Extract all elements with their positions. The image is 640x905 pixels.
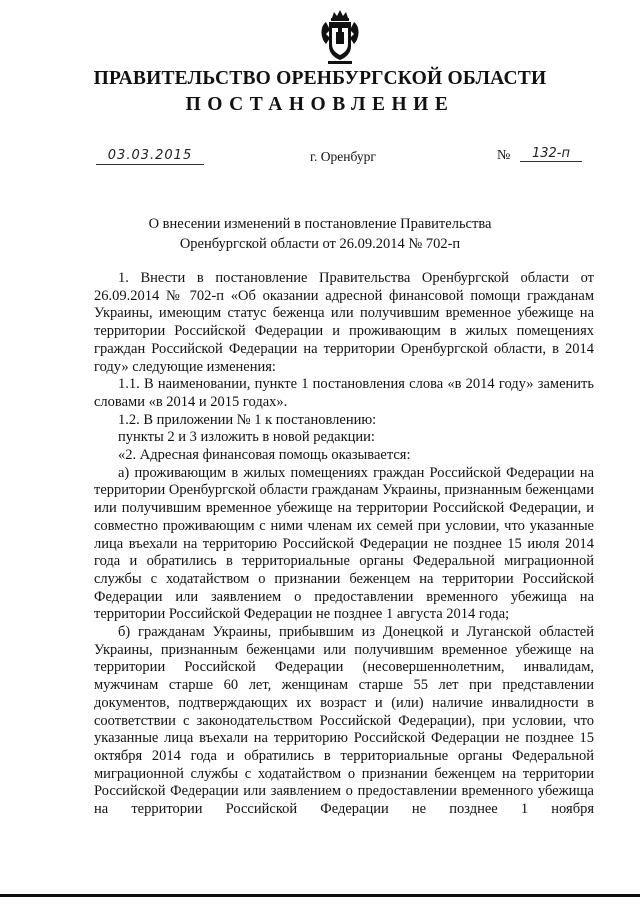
document-city: г. Оренбург: [310, 149, 376, 164]
paragraph: б) гражданам Украины, прибывшим из Донецкой и Луганской областей Украины, признанным беженцами или получившим временное убежище на территории Российской Федерации (несовершеннолетним, инвалидам, мужчинам старше 60 лет, женщинам старше 55 лет при представлении документов, подтверждающих их возраст и (или) наличие инвалидности в соответствии с законодательством Российской Федерации), при условии, что указанные лица въехали на территорию Российской Федерации не позднее 15 октября 2014 года и обратились в территориальные органы Федеральной миграционной службы с ходатайством о признании беженцем на территории Российской Федерации или заявлением о предоставлении временного убежища на территории Российской Федерации не позднее 1 ноября: [94, 624, 594, 818]
document-number: 132-п: [520, 146, 582, 162]
paragraph: пункты 2 и 3 изложить в новой редакции:: [118, 429, 375, 446]
coat-of-arms-icon: [318, 8, 362, 66]
number-sign: №: [497, 148, 511, 163]
page-bottom-edge: [0, 894, 640, 897]
paragraph: 1. Внести в постановление Правительства Оренбургской области от 26.09.2014 № 702-п «Об оказании адресной финансовой помощи гражданам Украины, имеющим статус беженца или получившим временное убежище на территории Российской Федерации и проживающим в жилых помещениях граждан Российской Федерации на территории Оренбургской области, в 2014 году» следующие изменения:: [94, 270, 594, 375]
document-type: ПОСТАНОВЛЕНИЕ: [185, 94, 455, 115]
document-date: 03.03.2015: [96, 148, 204, 165]
paragraph: «2. Адресная финансовая помощь оказывается:: [118, 447, 411, 464]
paragraph: 1.2. В приложении № 1 к постановлению:: [118, 411, 377, 428]
document-body: [94, 270, 594, 819]
paragraph: а) проживающим в жилых помещениях граждан Российской Федерации на территории Оренбургской области гражданам Украины, признанным беженцами или получившим временное убежище на территории Российской Федерации, и совместно проживающим с ними членам их семей при условии, что указанные лица въехали на территорию Российской Федерации не позднее 15 июля 2014 года и обратились в территориальные органы Федеральной миграционной службы с ходатайством о признании беженцем на территории Российской Федерации или заявлением о предоставлении временного убежища на территории Российской Федерации не позднее 1 августа 2014 года;: [94, 464, 594, 623]
paragraph: 1.1. В наименовании, пункте 1 постановления слова «в 2014 году» заменить словами «в 2014 и 2015 годах».: [94, 376, 594, 410]
subject-line: Оренбургской области от 26.09.2014 № 702-п: [179, 236, 461, 252]
subject-line: О внесении изменений в постановление Правительства: [148, 216, 492, 232]
government-title: ПРАВИТЕЛЬСТВО ОРЕНБУРГСКОЙ ОБЛАСТИ: [93, 68, 547, 89]
document-subject: [0, 214, 640, 254]
